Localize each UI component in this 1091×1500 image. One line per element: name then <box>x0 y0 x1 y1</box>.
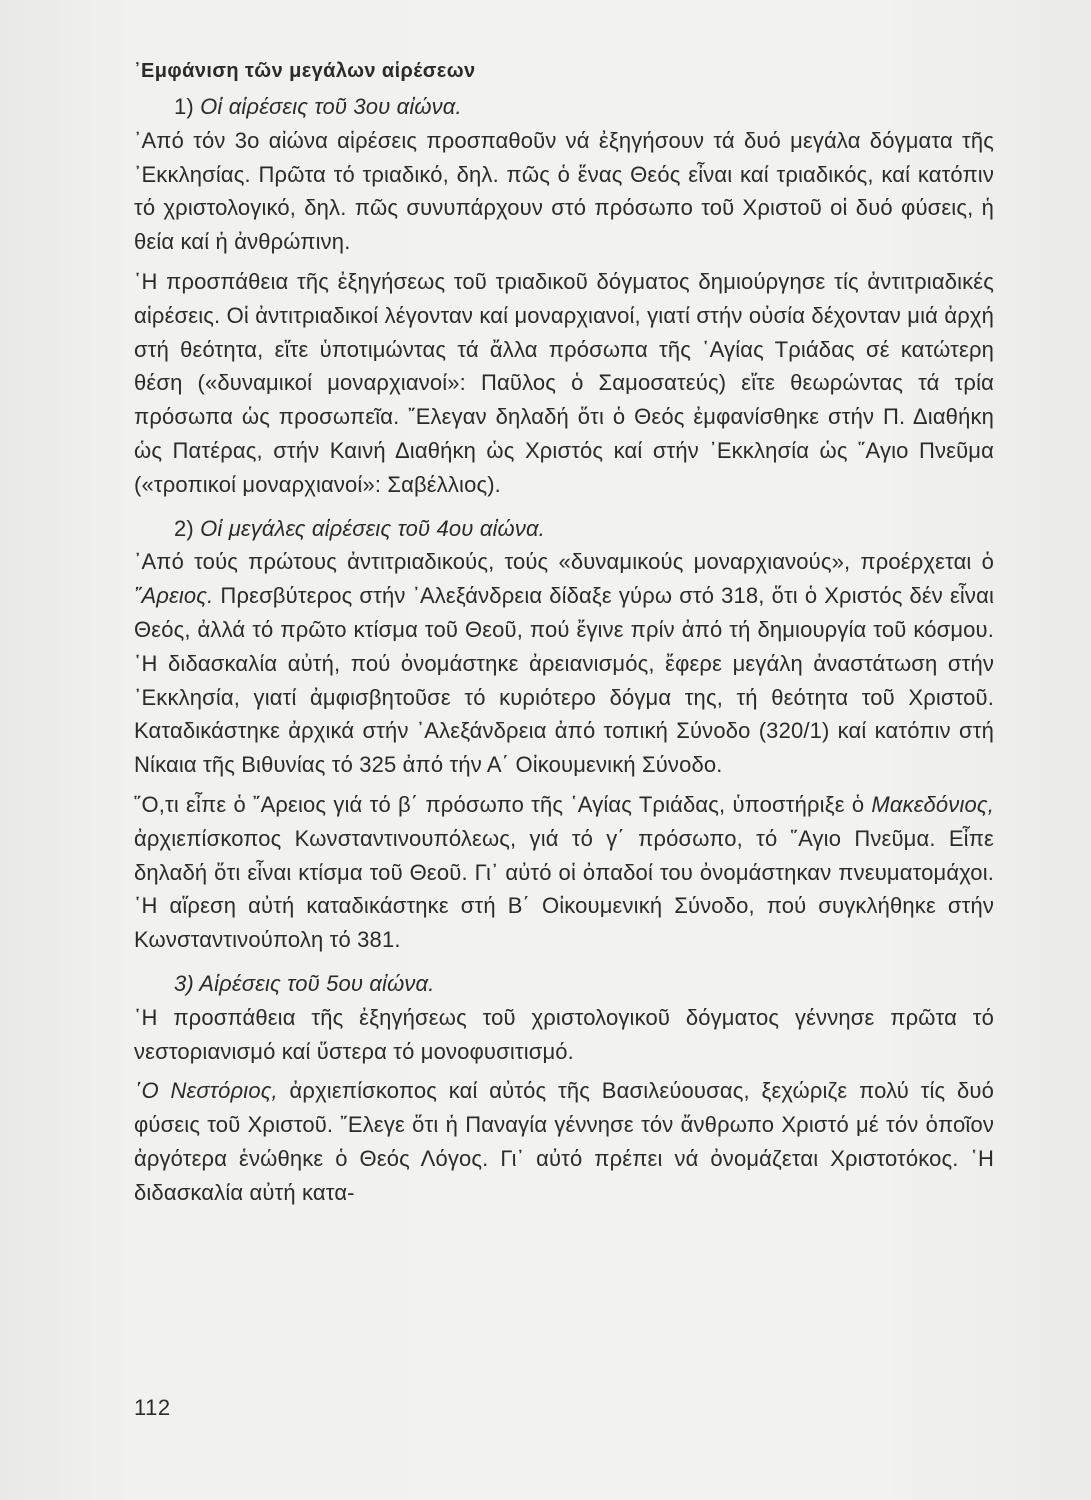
paragraph-text: ῞Ο,τι εἶπε ὁ ῎Αρειος γιά τό β΄ πρόσωπο τῆς ῾Αγίας Τριάδας, ὑποστήριξε ὁ <box>134 791 872 817</box>
subsection-title-1 <box>134 90 994 124</box>
page-number: 112 <box>134 1395 171 1420</box>
subsection-title-2 <box>134 512 994 546</box>
paragraph-text: ἀρχιεπίσκοπος καί αὐτός τῆς Βασιλεύουσας, ξεχώριζε πολύ τίς δυό φύσεις τοῦ Χριστοῦ. ῎Ελεγε ὅτι ἡ Παναγία γέννησε τόν ἄνθρωπο Χριστό μέ τόν ὁποῖον ἀργότερα ἑνώθηκε ὁ Θεός Λόγος. Γι᾿ αὐτό πρέπει νά ὀνομάζεται Χριστοτόκος. ῾Η διδασκαλία αὐτή κατα- <box>134 1078 994 1205</box>
paragraph-text: ἀρχιεπίσκοπος Κωνσταντινουπόλεως, γιά τό γ΄ πρόσωπο, τό ῞Αγιο Πνεῦμα. Εἶπε δηλαδή ὅτι εἶναι κτίσμα τοῦ Θεοῦ. Γι᾿ αὐτό οἱ ὀπαδοί του ὀνομάστηκαν πνευματομάχοι. ῾Η αἵρεση αὐτή καταδικάστηκε στή Β΄ Οἰκουμενική Σύνοδο, πού συγκλήθηκε στήν Κωνσταντινούπολη τό 381. <box>134 825 994 953</box>
page-content <box>134 56 994 1210</box>
paragraph <box>134 1074 994 1209</box>
paragraph <box>134 788 994 957</box>
subsection-title-text: Οἱ μεγάλες αἱρέσεις τοῦ 4ου αἰώνα. <box>200 515 545 541</box>
paragraph-text: ᾿Από τούς πρώτους ἀντιτριαδικούς, τούς «δυναμικούς μοναρχιανούς», προέρχεται ὁ <box>134 549 994 575</box>
section-heading: ᾿Εμφάνιση τῶν μεγάλων αἱρέσεων <box>134 60 476 82</box>
paragraph: ᾿Από τόν 3ο αἰώνα αἱρέσεις προσπαθοῦν νά ἐξηγήσουν τά δυό μεγάλα δόγματα τῆς ᾿Εκκλησίας. Πρῶτα τό τριαδικό, δηλ. πῶς ὁ ἕνας Θεός εἶναι καί τριαδικός, καί κατόπιν τό χριστολογικό, δηλ. πῶς συνυπάρχουν στό πρόσωπο τοῦ Χριστοῦ οἱ δυό φύσεις, ἡ θεία καί ἡ ἀνθρώπινη. <box>134 127 994 255</box>
paragraph <box>134 545 994 782</box>
subsection-title-text: Οἱ αἱρέσεις τοῦ 3ου αἰώνα. <box>200 94 462 119</box>
paragraph: ῾Η προσπάθεια τῆς ἐξηγήσεως τοῦ χριστολογικοῦ δόγματος γέννησε πρῶτα τό νεστοριανισμό καί ὕστερα τό μονοφυσιτισμό. <box>134 1004 994 1064</box>
person-name: Μακεδόνιος, <box>871 791 994 817</box>
subsection-number: 2) <box>174 515 194 541</box>
paragraph-text: Πρεσβύτερος στήν ᾿Αλεξάνδρεια δίδαξε γύρω στό 318, ὅτι ὁ Χριστός δέν εἶναι Θεός, ἀλλά τό πρῶτο κτίσμα τοῦ Θεοῦ, πού ἔγινε πρίν ἀπό τή δημιουργία τοῦ κόσμου. ῾Η διδασκαλία αὐτή, πού ὀνομάστηκε ἀρειανισμός, ἔφερε μεγάλη ἀναστάτωση στήν ᾿Εκκλησία, γιατί ἀμφισβητοῦσε τό κυριότερο δόγμα της, τή θεότητα τοῦ Χριστοῦ. Καταδικάστηκε ἀρχικά στήν ᾿Αλεξάνδρεια ἀπό τοπική Σύνοδο (320/1) καί κατόπιν στή Νίκαια τῆς Βιθυνίας τό 325 ἀπό τήν Α΄ Οἰκουμενική Σύνοδο. <box>134 583 994 778</box>
person-name: ῾Ο Νεστόριος, <box>134 1078 278 1104</box>
subsection-number: 1) <box>174 94 194 119</box>
paragraph: ῾Η προσπάθεια τῆς ἐξηγήσεως τοῦ τριαδικοῦ δόγματος δημιούργησε τίς ἀντιτριαδικές αἱρέσεις. Οἱ ἀντιτριαδικοί λέγονταν καί μοναρχιανοί, γιατί στήν οὐσία δέχονταν μιά ἀρχή στή θεότητα, εἴτε ὑποτιμώντας τά ἄλλα πρόσωπα τῆς ῾Αγίας Τριάδας σέ κατώτερη θέση («δυναμικοί μοναρχιανοί»: Παῦλος ὁ Σαμοσατεύς) εἴτε θεωρώντας τά τρία πρόσωπα ὡς προσωπεῖα. ῎Ελεγαν δηλαδή ὅτι ὁ Θεός ἐμφανίσθηκε στήν Π. Διαθήκη ὡς Πατέρας, στήν Καινή Διαθήκη ὡς Χριστός καί στήν ᾿Εκκλησία ὡς ῞Αγιο Πνεῦμα («τροπικοί μοναρχιανοί»: Σαβέλλιος). <box>134 268 994 497</box>
subsection-title-3: 3) Αἱρέσεις τοῦ 5ου αἰώνα. <box>174 970 435 996</box>
person-name: ῎Αρειος. <box>134 583 214 609</box>
